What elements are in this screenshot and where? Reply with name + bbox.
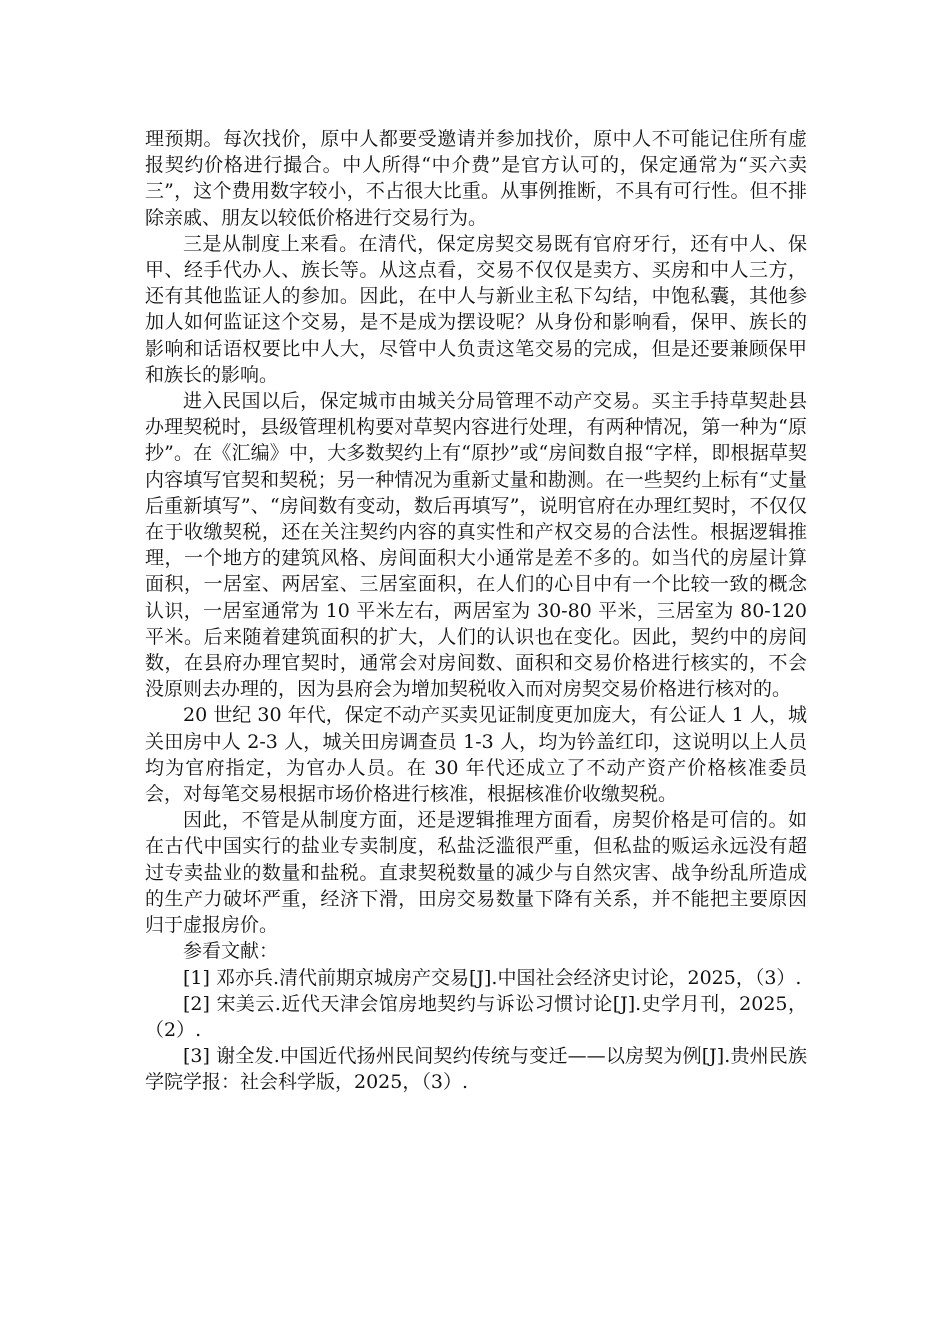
reference-item-1: [1] 邓亦兵.清代前期京城房产交易[J].中国社会经济史讨论，2025，（3）.: [183, 966, 802, 989]
paragraph-4: 20 世纪 30 年代，保定不动产买卖见证制度更加庞大，有公证人 1 人，城关田房中人 2-3 人，城关田房调查员 1-3 人，均为钤盖红印，这说明以上人员均为官府指定，为官办人员。在 30 年代还成立了不动产资产价格核准委员会，对每笔交易根据市场价格进行核准，根据核准价收缴契税。: [145, 704, 807, 806]
paragraph-2: 三是从制度上来看。在清代，保定房契交易既有官府牙行，还有中人、保甲、经手代办人、族长等。从这点看，交易不仅仅是卖方、买房和中人三方，还有其他监证人的参加。因此，在中人与新业主私下勾结，中饱私囊，其他参加人如何监证这个交易，是不是成为摆设呢？从身份和影响看，保甲、族长的影响和话语权要比中人大，尽管中人负责这笔交易的完成，但是还要兼顾保甲和族长的影响。: [145, 232, 807, 386]
reference-item-3: [3] 谢全发.中国近代扬州民间契约传统与变迁——以房契为例[J].贵州民族学院学报：社会科学版，2025，（3）.: [145, 1045, 807, 1094]
paragraph-3: 进入民国以后，保定城市由城关分局管理不动产交易。买主手持草契赴县办理契税时，县级管理机构要对草契内容进行处理，有两种情况，第一种为“原抄”。在《汇编》中，大多数契约上有“原抄”或“房间数自报“字样，即根据草契内容填写官契和契税；另一种情况为重新丈量和勘测。在一些契约上标有“丈量后重新填写”、“房间数有变动，数后再填写”，说明官府在办理红契时，不仅仅在于收缴契税，还在关注契约内容的真实性和产权交易的合法性。根据逻辑推理，一个地方的建筑风格、房间面积大小通常是差不多的。如当代的房屋计算面积，一居室、两居室、三居室面积，在人们的心目中有一个比较一致的概念认识，一居室通常为 10 平米左右，两居室为 30-80 平米，三居室为 80-120 平米。后来随着建筑面积的扩大，人们的认识也在变化。因此，契约中的房间数，在县府办理官契时，通常会对房间数、面积和交易价格进行核实的，不会没原则去办理的，因为县府会为增加契税收入而对房契交易价格进行核对的。: [145, 390, 807, 701]
references-heading: 参看文献：: [183, 940, 279, 963]
paragraph-5: 因此，不管是从制度方面，还是逻辑推理方面看，房契价格是可信的。如在古代中国实行的盐业专卖制度，私盐泛滥很严重，但私盐的贩运永远没有超过专卖盐业的数量和盐税。直隶契税数量的减少与自然灾害、战争纷乱所造成的生产力破坏严重，经济下滑，田房交易数量下降有关系，并不能把主要原因归于虚报房价。: [145, 809, 807, 937]
reference-item-2: [2] 宋美云.近代天津会馆房地契约与诉讼习惯讨论[J].史学月刊，2025，（2）.: [145, 992, 807, 1041]
document-body: [145, 126, 807, 1096]
paragraph-1: 理预期。每次找价，原中人都要受邀请并参加找价，原中人不可能记住所有虚报契约价格进行撮合。中人所得“中介费”是官方认可的，保定通常为“买六卖三”，这个费用数字较小，不占很大比重。从事例推断，不具有可行性。但不排除亲戚、朋友以较低价格进行交易行为。: [145, 128, 807, 229]
